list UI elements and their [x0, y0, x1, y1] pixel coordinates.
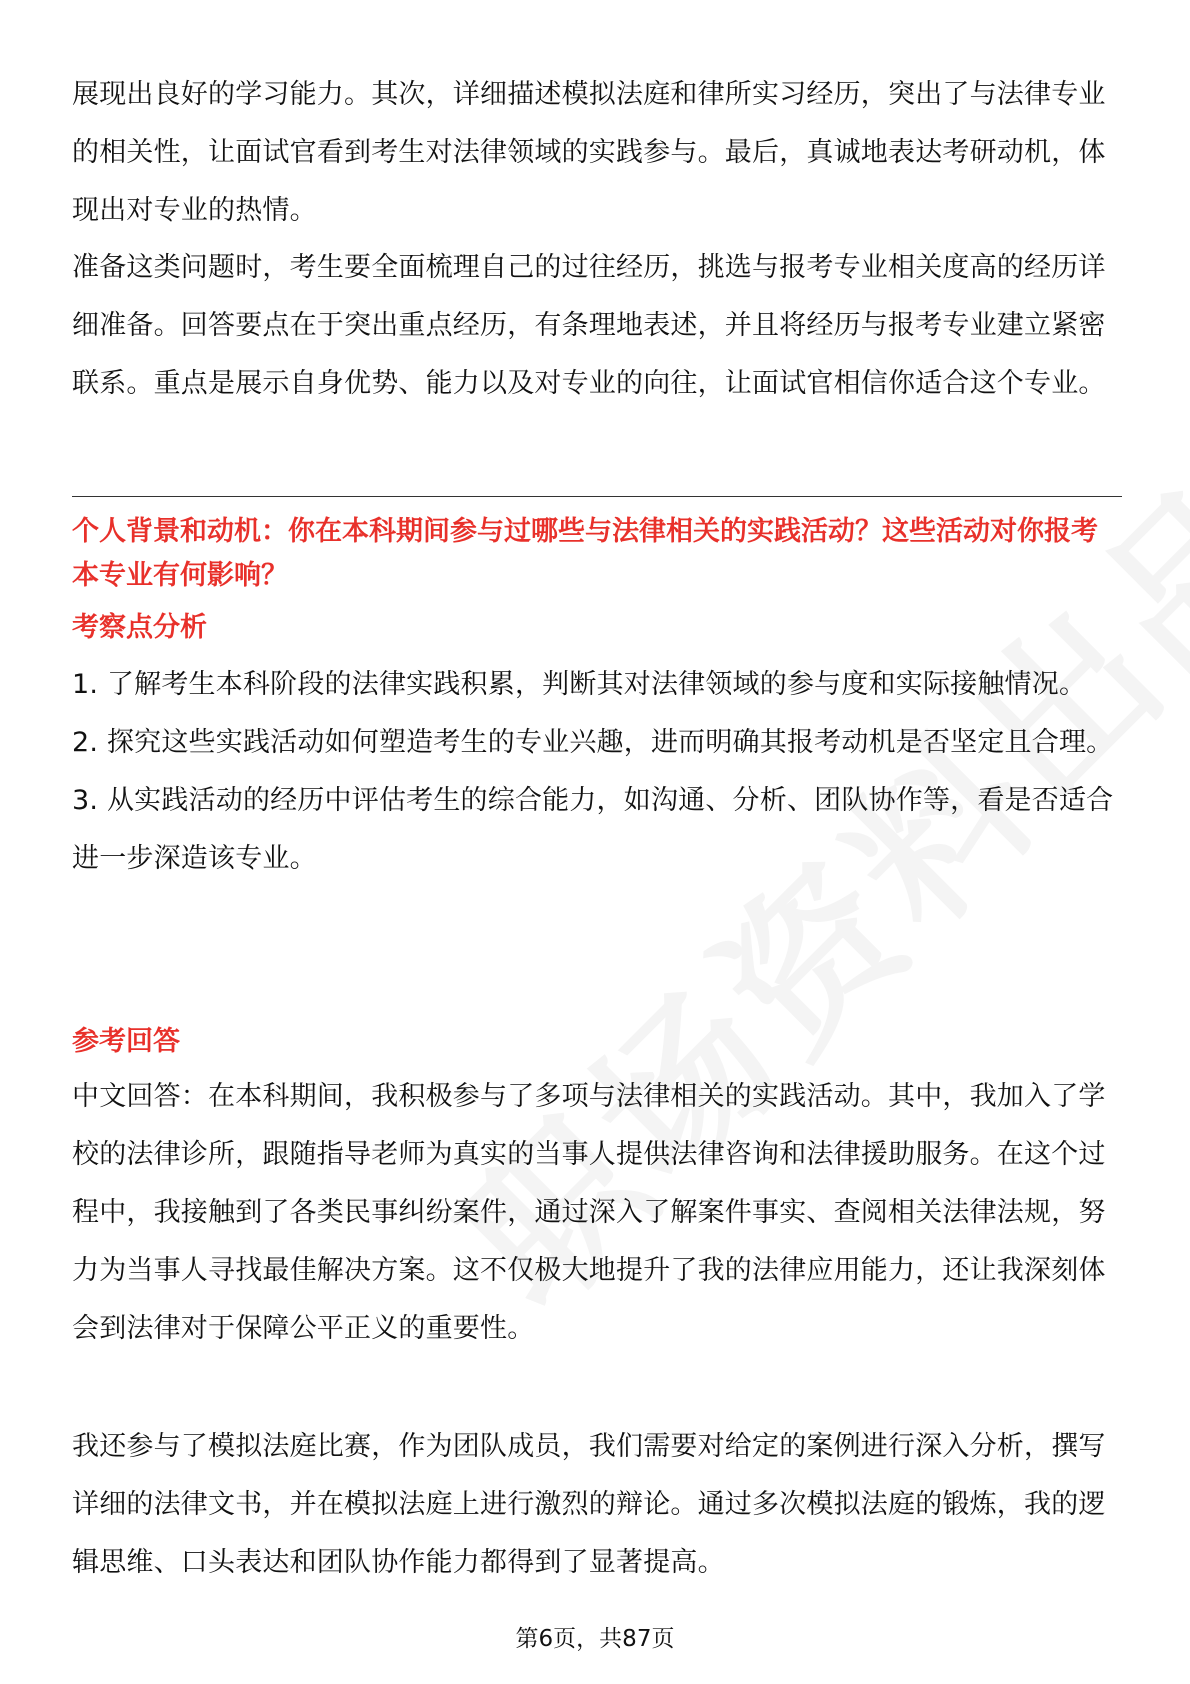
answer-heading: 参考回答 — [72, 1026, 180, 1057]
page-number: 第6页，共87页 — [515, 1626, 675, 1652]
section-divider — [72, 496, 1122, 497]
question-heading: 个人背景和动机：你在本科期间参与过哪些与法律相关的实践活动？这些活动对你报考本专业有何影响？ — [72, 516, 1098, 591]
answer-paragraph-2: 我还参与了模拟法庭比赛，作为团队成员，我们需要对给定的案例进行深入分析，撰写详细的法律文书，并在模拟法庭上进行激烈的辩论。通过多次模拟法庭的锻炼，我的逻辑思维、口头表达和团队协作能力都得到了显著提高。 — [72, 1431, 1106, 1578]
analysis-item: 3. 从实践活动的经历中评估考生的综合能力，如沟通、分析、团队协作等，看是否适合进一步深造该专业。 — [72, 785, 1114, 874]
analysis-item: 1. 了解考生本科阶段的法律实践积累，判断其对法律领域的参与度和实际接触情况。 — [72, 669, 1087, 700]
intro-paragraph-2: 准备这类问题时，考生要全面梳理自己的过往经历，挑选与报考专业相关度高的经历详细准备。回答要点在于突出重点经历，有条理地表述，并且将经历与报考专业建立紧密联系。重点是展示自身优势、能力以及对专业的向往，让面试官相信你适合这个专业。 — [72, 252, 1106, 399]
analysis-list — [72, 656, 1122, 888]
analysis-heading: 考察点分析 — [72, 612, 207, 643]
intro-paragraph-1: 展现出良好的学习能力。其次，详细描述模拟法庭和律所实习经历，突出了与法律专业的相关性，让面试官看到考生对法律领域的实践参与。最后，真诚地表达考研动机，体现出对专业的热情。 — [72, 79, 1106, 226]
analysis-item: 2. 探究这些实践活动如何塑造考生的专业兴趣，进而明确其报考动机是否坚定且合理。 — [72, 727, 1114, 758]
answer-paragraph-1: 中文回答：在本科期间，我积极参与了多项与法律相关的实践活动。其中，我加入了学校的法律诊所，跟随指导老师为真实的当事人提供法律咨询和法律援助服务。在这个过程中，我接触到了各类民事纠纷案件，通过深入了解案件事实、查阅相关法律法规，努力为当事人寻找最佳解决方案。这不仅极大地提升了我的法律应用能力，还让我深刻体会到法律对于保障公平正义的重要性。 — [72, 1081, 1106, 1344]
